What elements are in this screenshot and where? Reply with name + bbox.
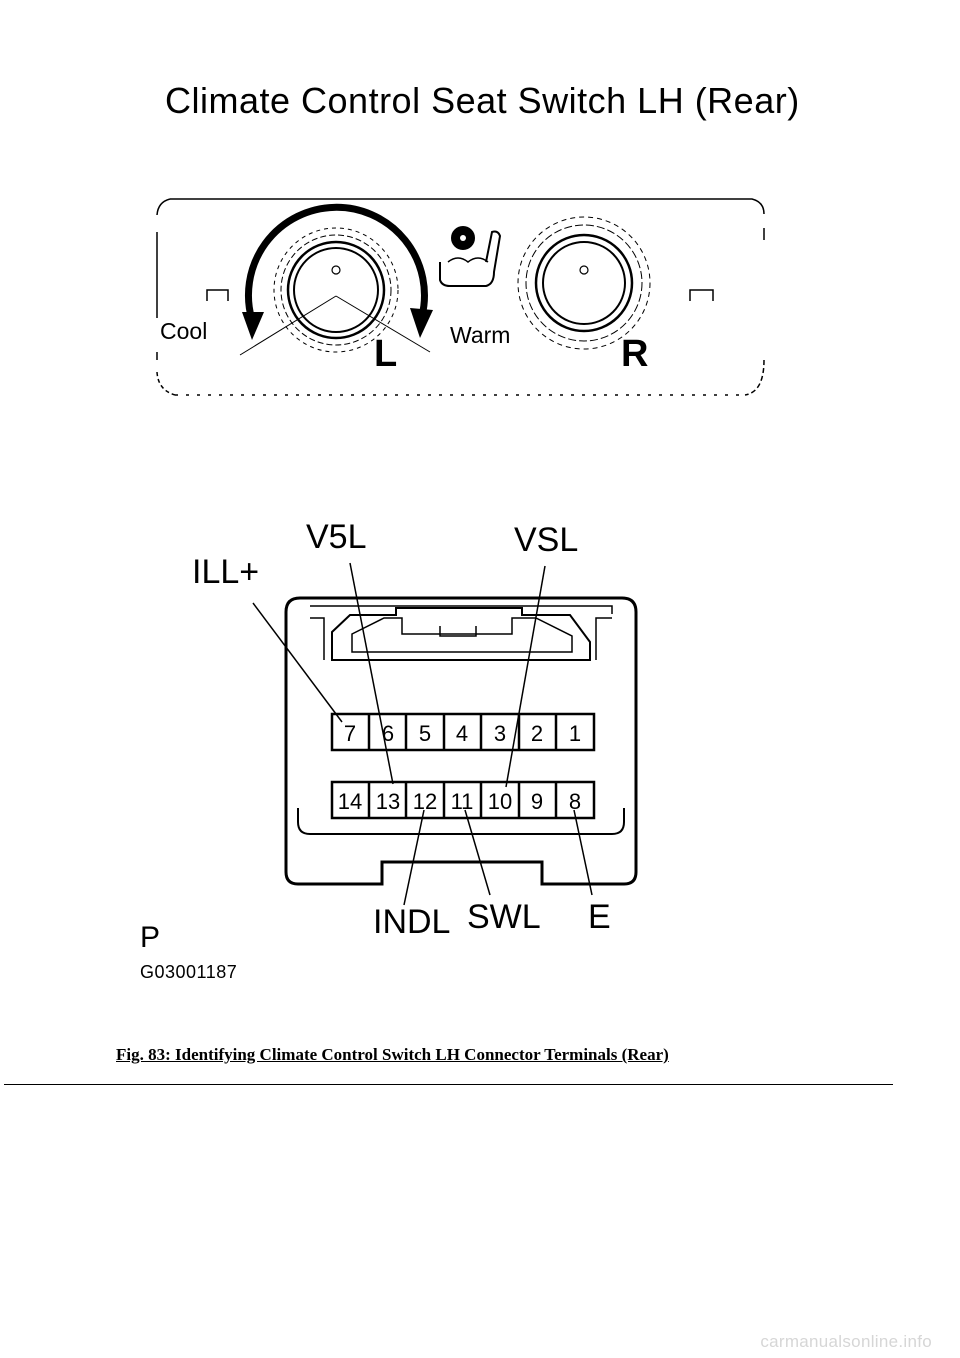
pin-4: 4 [455,721,469,746]
pin-8: 8 [568,789,582,814]
right-knob [518,217,650,349]
figure-caption-link[interactable]: Fig. 83: Identifying Climate Control Switch LH Connector Terminals (Rear) [116,1045,669,1064]
seat-fan-icon [440,227,500,286]
indicator-slots [207,290,713,301]
terminal-label-e: E [588,898,611,936]
leader-ill-plus [253,603,342,722]
pin-9: 9 [530,789,544,814]
cool-label: Cool [160,318,208,344]
pin-10: 10 [487,789,513,814]
leader-indl [404,810,424,905]
terminal-label-ill-plus: ILL+ [192,553,260,591]
pin-12: 12 [412,789,438,814]
connector-location-letter: P [140,921,161,954]
terminal-label-indl: INDL [373,903,451,941]
pin-11: 11 [450,789,474,814]
diagram-title: Climate Control Seat Switch LH (Rear) [165,80,800,121]
horizontal-divider [4,1084,893,1085]
pin-5: 5 [418,721,432,746]
pin-1: 1 [568,721,582,746]
left-knob [240,207,430,355]
leader-swl [465,810,490,895]
pin-numbers-bottom [338,789,581,814]
terminal-label-swl: SWL [467,898,541,936]
pin-6: 6 [381,721,395,746]
pin-14: 14 [337,789,363,814]
arrow-head-cool [242,312,264,340]
pin-7: 7 [343,721,357,746]
terminal-label-v5l: V5L [306,518,367,556]
pin-13: 13 [375,789,401,814]
pin-numbers-top [344,721,581,746]
left-knob-label: L [374,333,398,375]
terminal-label-vsl: VSL [514,521,579,559]
pin-2: 2 [530,721,544,746]
pin-3: 3 [493,721,507,746]
leader-e [574,810,592,895]
figure-code: G03001187 [140,962,238,982]
watermark-footer: carmanualsonline.info [760,1332,932,1351]
right-knob-label: R [621,333,649,375]
warm-label: Warm [450,322,511,348]
arrow-head-warm [410,308,433,338]
